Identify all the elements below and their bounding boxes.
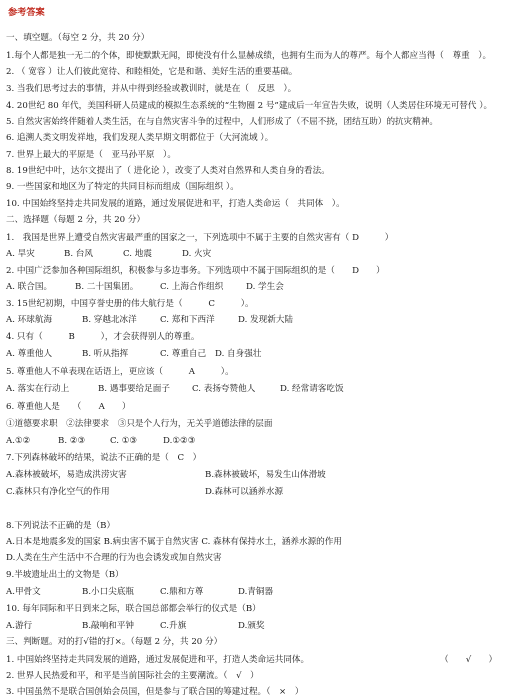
choice-q9-stem: 9.半坡遗址出土的文物是（B）: [6, 570, 124, 580]
choice-q3-option-c: C. 郑和下西洋: [160, 315, 215, 325]
choice-q10-option-d: D.颁奖: [238, 621, 265, 631]
section2-header: 二、选择题（每题 2 分，共 20 分）: [6, 215, 146, 225]
choice-q8-options-line-1: A.日本是地震多发的国家 B.病虫害不属于自然灾害 C. 森林有保持水土，涵养水源的作用: [6, 537, 342, 547]
choice-q2-option-a: A. 联合国。: [6, 282, 53, 292]
choice-q5-option-c: C. 表扬夸赞他人: [192, 384, 256, 394]
choice-q1-option-c: C. 地震: [123, 249, 152, 259]
fill-item-2: 2. （ 宽容 ）让人们彼此宽待、和睦相处，它是和谐、美好生活的重要基础。: [6, 67, 298, 77]
fill-item-7: 7. 世界上最大的平原是（ 亚马孙平原 ）。: [6, 150, 176, 160]
choice-q7-stem: 7.下列森林破坏的结果，说法不正确的是（ C ）: [6, 453, 202, 463]
choice-q9-option-a: A.甲骨文: [6, 587, 41, 597]
fill-item-5: 5. 自然灾害始终伴随着人类生活，在与自然灾害斗争的过程中，人们形成了（不屈不挠，团结互助）的抗灾精神。: [6, 117, 439, 127]
choice-q1-option-a: A. 旱灾: [6, 249, 35, 259]
choice-q7-option-b: B.森林被破坏，易发生山体滑坡: [205, 470, 326, 480]
fill-item-3: 3. 当我们思考过去的事情，并从中得到经验或教训时，就是在（ 反思 ）。: [6, 84, 297, 94]
choice-q2-stem: 2. 中国广泛参加各种国际组织，积极参与多边事务。下列选项中不属于国际组织的是（ D ）: [6, 266, 385, 276]
choice-q7-option-a: A.森林被破坏，易造成洪涝灾害: [6, 470, 127, 480]
choice-q7-option-d: D.森林可以涵养水源: [205, 487, 284, 497]
judge-item-2: 2. 世界人民热爱和平，和平是当前国际社会的主要潮流。（ √ ）: [6, 671, 259, 681]
fill-item-10: 10. 中国始终坚持走共同发展的道路，通过发展促进和平，打造人类命运（ 共同体 ）。: [6, 199, 345, 209]
choice-q6-option-d: D.①②③: [163, 436, 196, 446]
choice-q2-option-c: C. 上海合作组织: [160, 282, 224, 292]
choice-q9-option-b: B.小口尖底瓶: [82, 587, 135, 597]
choice-q5-option-d: D. 经常请客吃饭: [280, 384, 344, 394]
choice-q10-option-c: C.升旗: [160, 621, 187, 631]
choice-q4-option-b: B. 听从指挥: [82, 349, 129, 359]
judge-item-1: 1. 中国始终坚持走共同发展的道路，通过发展促进和平，打造人类命运共同体。: [6, 655, 310, 665]
section3-header: 三、判断题。对的打√错的打×。（每题 2 分，共 20 分）: [6, 637, 223, 647]
choice-q6-statements: ①道德要求职 ②法律要求 ③只是个人行为，无关乎道德法律的层面: [6, 419, 273, 429]
choice-q5-option-b: B. 遇事要给足面子: [98, 384, 170, 394]
choice-q3-option-b: B. 穿越北冰洋: [82, 315, 137, 325]
choice-q7-option-c: C.森林只有净化空气的作用: [6, 487, 110, 497]
choice-q10-option-b: B.敲响和平钟: [82, 621, 135, 631]
choice-q1-option-b: B. 台风: [64, 249, 93, 259]
choice-q8-stem: 8.下列说法不正确的是（B）: [6, 521, 116, 531]
choice-q9-option-d: D.青铜器: [238, 587, 274, 597]
choice-q3-stem: 3. 15世纪初期，中国亨誉史册的伟大航行是（ C ）。: [6, 299, 254, 309]
choice-q4-stem: 4. 只有（ B ），才会获得别人的尊重。: [6, 332, 200, 342]
fill-item-9: 9. 一些国家和地区为了特定的共同目标而组成（国际组织 ）。: [6, 182, 239, 192]
choice-q2-option-d: D. 学生会: [246, 282, 284, 292]
choice-q4-option-c: C. 尊重自己: [160, 349, 207, 359]
fill-item-4: 4. 20世纪 80 年代，美国科研人员建成的模拟生态系统的“生物圈 2 号”建成后一年宣告失败，说明（人类居住环境无可替代 ）。: [6, 101, 493, 111]
choice-q5-stem: 5. 尊重他人不单表现在话语上，更应该（ A ）。: [6, 367, 234, 377]
choice-q8-options-line-2: D.人类在生产生活中不合理的行为也会诱发或加自然灾害: [6, 553, 222, 563]
fill-item-6: 6. 追溯人类文明发祥地，我们发现人类早期文明都位于（大河流域 ）。: [6, 133, 274, 143]
choice-q6-option-b: B. ②③: [58, 436, 86, 446]
choice-q10-stem: 10. 每年同际和平日到来之际，联合国总部都会举行的仪式是（B）: [6, 604, 261, 614]
choice-q5-option-a: A. 落实在行动上: [6, 384, 70, 394]
fill-item-1: 1.每个人都是独一无二的个体，即使默默无闻，即使没有什么显赫成绩，也拥有生而为人的尊严。每个人都应当得（ 尊重 ）。: [6, 51, 492, 61]
document-title: 参考答案: [8, 7, 45, 18]
choice-q10-option-a: A.游行: [6, 621, 33, 631]
choice-q6-option-c: C. ①③: [110, 436, 138, 446]
fill-item-8: 8. 19世纪中叶，达尔文提出了（ 进化论 ），改变了人类对自然界和人类自身的看法。: [6, 166, 330, 176]
section1-header: 一、填空题。（每空 2 分，共 20 分）: [6, 33, 150, 43]
judge-item-1-mark: （ √ ）: [440, 655, 498, 665]
choice-q1-option-d: D. 火灾: [182, 249, 212, 259]
choice-q2-option-b: B. 二十国集团。: [75, 282, 139, 292]
choice-q9-option-c: C.鼎和方尊: [160, 587, 204, 597]
choice-q6-stem: 6. 尊重他人是 （ A ）: [6, 402, 131, 412]
choice-q6-option-a: A.①②: [6, 436, 31, 446]
choice-q4-option-a: A. 尊重他人: [6, 349, 53, 359]
judge-item-3: 3. 中国虽然不是联合国创始会员国，但是参与了联合国的筹建过程。（ × ）: [6, 687, 304, 697]
choice-q4-option-d: D. 自身强壮: [215, 349, 262, 359]
choice-q3-option-a: A. 环球航海: [6, 315, 53, 325]
choice-q1-stem: 1. 我国是世界上遭受自然灾害最严重的国家之一，下列选项中不属于主要的自然灾害有（ D ）: [6, 233, 394, 243]
choice-q3-option-d: D. 发现新大陆: [238, 315, 294, 325]
